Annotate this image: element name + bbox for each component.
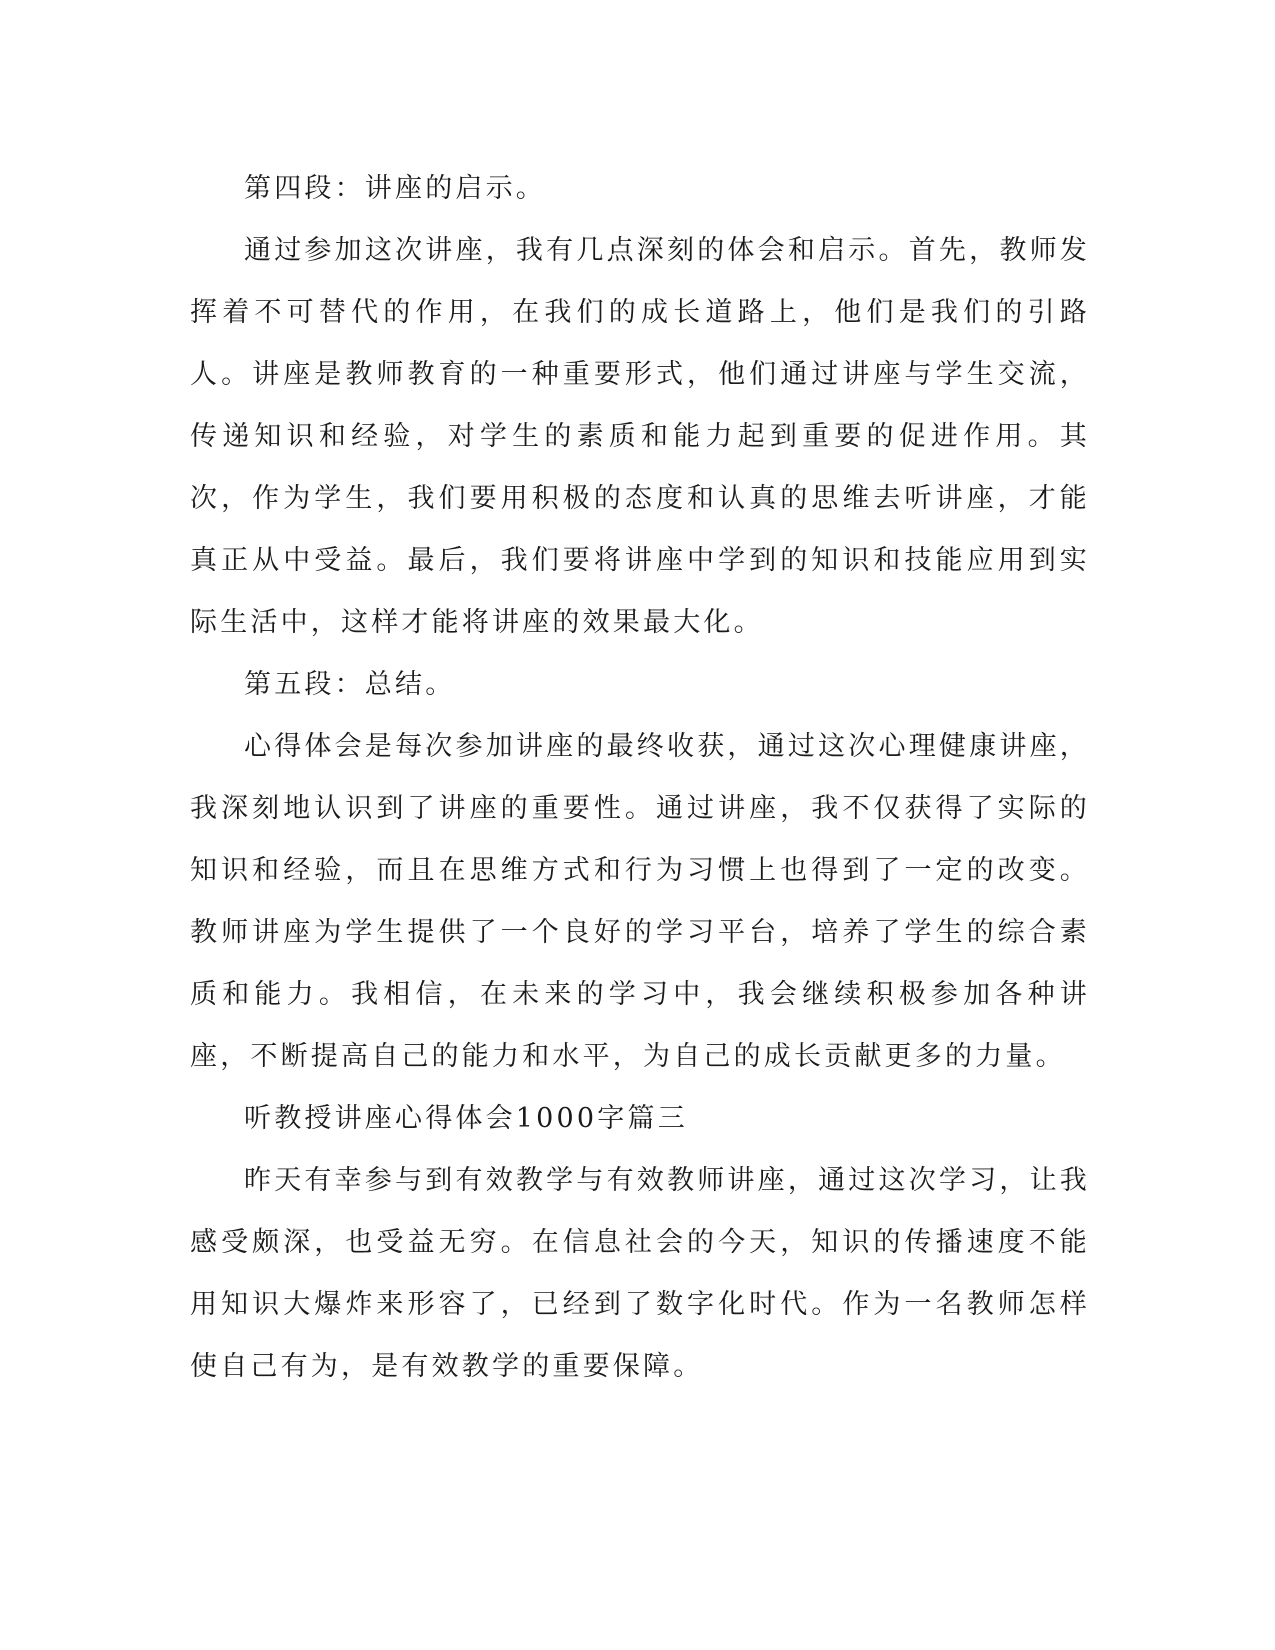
article-title: 听教授讲座心得体会1000字篇三 — [244, 1103, 688, 1134]
document-body — [190, 158, 1090, 1398]
body-paragraph: 昨天有幸参与到有效教学与有效教师讲座，通过这次学习，让我感受颇深，也受益无穷。在信息社会的今天，知识的传播速度不能用知识大爆炸来形容了，已经到了数字化时代。作为一名教师怎样使自己有为，是有效教学的重要保障。 — [190, 1165, 1090, 1382]
section-heading-5: 第五段：总结。 — [244, 669, 456, 700]
section-heading-4: 第四段：讲座的启示。 — [244, 173, 546, 204]
body-paragraph: 心得体会是每次参加讲座的最终收获，通过这次心理健康讲座，我深刻地认识到了讲座的重要性。通过讲座，我不仅获得了实际的知识和经验，而且在思维方式和行为习惯上也得到了一定的改变。教师讲座为学生提供了一个良好的学习平台，培养了学生的综合素质和能力。我相信，在未来的学习中，我会继续积极参加各种讲座，不断提高自己的能力和水平，为自己的成长贡献更多的力量。 — [190, 731, 1090, 1072]
body-paragraph: 通过参加这次讲座，我有几点深刻的体会和启示。首先，教师发挥着不可替代的作用，在我们的成长道路上，他们是我们的引路人。讲座是教师教育的一种重要形式，他们通过讲座与学生交流，传递知识和经验，对学生的素质和能力起到重要的促进作用。其次，作为学生，我们要用积极的态度和认真的思维去听讲座，才能真正从中受益。最后，我们要将讲座中学到的知识和技能应用到实际生活中，这样才能将讲座的效果最大化。 — [190, 235, 1090, 638]
